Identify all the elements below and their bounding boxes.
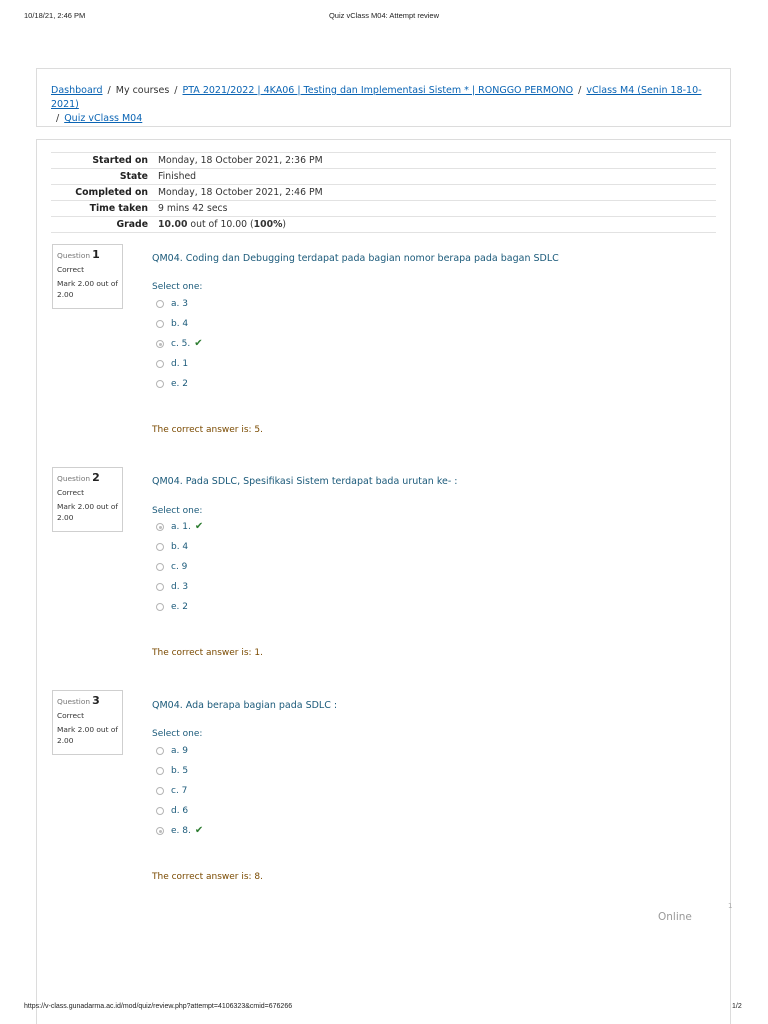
answer-option[interactable] [156,744,188,758]
option-label: e. 2 [171,379,188,389]
time-taken-value: 9 mins 42 secs [158,203,228,214]
question-mark: Mark 2.00 out of 2.00 [57,502,118,522]
select-one-label: Select one: [152,282,203,292]
summary-row-grade [51,217,716,233]
question-number: 1 [92,248,100,261]
option-label: c. 5. [171,339,191,349]
question-info-3 [52,690,123,755]
grade-score: 10.00 [158,219,188,230]
question-text-1: QM04. Coding dan Debugging terdapat pada bagian nomor berapa pada bagan SDLC [152,253,559,264]
completed-value: Monday, 18 October 2021, 2:46 PM [158,187,323,198]
check-icon: ✔ [194,521,204,532]
summary-row-time [51,201,716,217]
radio-button[interactable] [156,787,164,795]
radio-button[interactable] [156,300,164,308]
grade-label: Grade [116,219,148,230]
radio-button-checked[interactable] [156,827,164,835]
radio-button[interactable] [156,747,164,755]
option-label: e. 8. [171,826,191,836]
question-mark: Mark 2.00 out of 2.00 [57,725,118,745]
print-url: https://v-class.gunadarma.ac.id/mod/quiz/review.php?attempt=4106323&cmid=676266 [24,1003,293,1010]
check-icon: ✔ [194,338,203,349]
answer-option[interactable] [156,804,188,818]
breadcrumb-section-link[interactable]: vClass M4 (Senin 18-10-2021) [51,85,702,110]
question-number: 2 [92,471,100,484]
radio-button-checked[interactable] [156,523,164,531]
answer-option[interactable] [156,560,187,574]
radio-button[interactable] [156,320,164,328]
answer-option-selected[interactable] [156,824,203,838]
print-page-number: 1/2 [732,1003,742,1010]
grade-percent: 100% [253,219,283,230]
answer-option[interactable] [156,764,188,778]
radio-button[interactable] [156,807,164,815]
breadcrumb-quiz-link[interactable]: Quiz vClass M04 [64,113,143,124]
breadcrumb-dashboard-link[interactable]: Dashboard [51,85,103,96]
divider [730,935,731,1024]
option-label: b. 4 [171,319,189,329]
radio-button[interactable] [156,767,164,775]
online-users-label: Online [658,911,692,923]
question-label: Question [57,697,91,706]
correct-answer-feedback: The correct answer is: 8. [152,872,264,882]
answer-option[interactable] [156,580,188,594]
question-label: Question [57,251,91,260]
option-label: a. 3 [171,299,188,309]
print-title: Quiz vClass M04: Attempt review [328,11,440,20]
radio-button[interactable] [156,563,164,571]
question-status: Correct [57,711,84,720]
completed-label: Completed on [75,187,148,198]
answer-option-selected[interactable] [156,337,203,351]
check-icon: ✔ [194,825,204,836]
question-mark: Mark 2.00 out of 2.00 [57,279,118,299]
radio-button[interactable] [156,380,164,388]
option-label: d. 3 [171,582,189,592]
breadcrumb-course-link[interactable]: PTA 2021/2022 | 4KA06 | Testing dan Implementasi Sistem * | RONGGO PERMONO [182,85,574,96]
radio-button-checked[interactable] [156,340,164,348]
option-label: c. 7 [171,786,188,796]
breadcrumb-separator: / [107,85,111,96]
page-marker: 1 [728,902,733,910]
attempt-summary-table [51,152,716,233]
radio-button[interactable] [156,583,164,591]
option-label: c. 9 [171,562,188,572]
breadcrumb-separator: / [578,85,582,96]
option-label: d. 6 [171,806,189,816]
radio-button[interactable] [156,603,164,611]
answer-option[interactable] [156,600,188,614]
question-info-2 [52,467,123,532]
answer-option[interactable] [156,540,188,554]
breadcrumb [36,68,731,127]
print-datetime: 10/18/21, 2:46 PM [24,11,86,20]
breadcrumb-separator: / [56,113,60,124]
option-label: a. 1. [171,522,191,532]
question-text-3: QM04. Ada berapa bagian pada SDLC : [152,700,338,711]
started-value: Monday, 18 October 2021, 2:36 PM [158,155,323,166]
question-info-1 [52,244,123,309]
option-label: d. 1 [171,359,189,369]
answer-option[interactable] [156,377,188,391]
option-label: b. 5 [171,766,189,776]
question-text-2: QM04. Pada SDLC, Spesifikasi Sistem terdapat bada urutan ke- : [152,476,458,487]
state-value: Finished [158,171,197,182]
answer-option[interactable] [156,784,187,798]
correct-answer-feedback: The correct answer is: 1. [152,648,264,658]
radio-button[interactable] [156,360,164,368]
question-label: Question [57,474,91,483]
summary-row-completed [51,185,716,201]
question-status: Correct [57,488,84,497]
quiz-review-region [36,139,731,1024]
question-number: 3 [92,694,100,707]
question-status: Correct [57,265,84,274]
answer-option-selected[interactable] [156,520,203,534]
breadcrumb-my-courses: My courses [115,85,170,96]
summary-row-started [51,153,716,169]
option-label: e. 2 [171,602,188,612]
started-label: Started on [92,155,148,166]
option-label: b. 4 [171,542,189,552]
grade-end: ) [282,219,287,230]
state-label: State [119,171,148,182]
answer-option[interactable] [156,297,188,311]
grade-middle: out of 10.00 ( [187,219,254,230]
summary-row-state [51,169,716,185]
breadcrumb-separator: / [174,85,178,96]
answer-option[interactable] [156,317,188,331]
answer-option[interactable] [156,357,188,371]
option-label: a. 9 [171,746,188,756]
correct-answer-feedback: The correct answer is: 5. [152,425,264,435]
radio-button[interactable] [156,543,164,551]
grade-value [158,217,716,233]
time-taken-label: Time taken [89,203,148,214]
select-one-label: Select one: [152,506,203,516]
select-one-label: Select one: [152,729,203,739]
